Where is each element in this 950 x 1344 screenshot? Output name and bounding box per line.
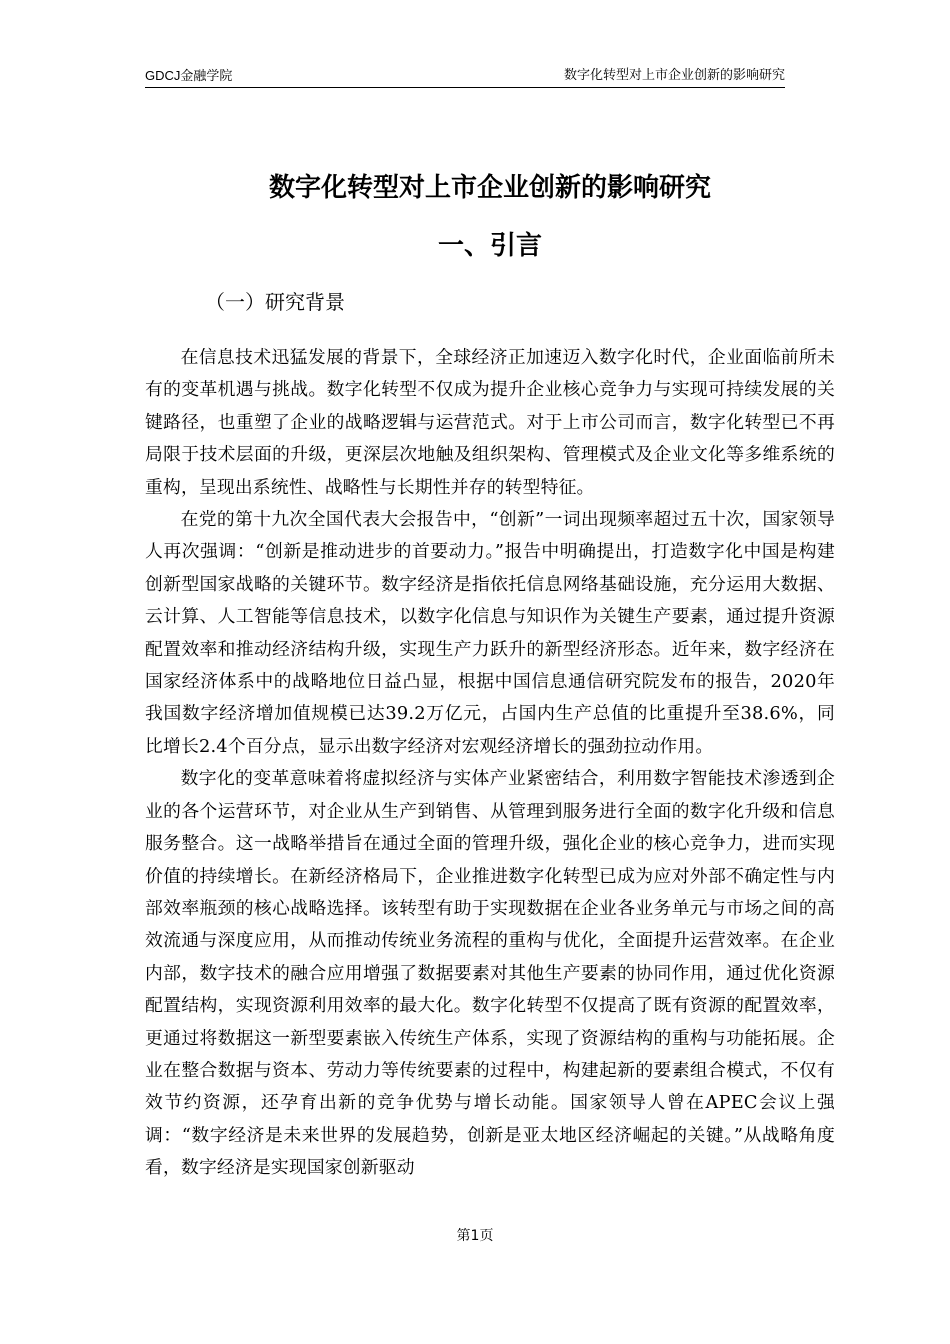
paragraph: 数字化的变革意味着将虚拟经济与实体产业紧密结合，利用数字智能技术渗透到企业的各个运营环节，对企业从生产到销售、从管理到服务进行全面的数字化升级和信息服务整合。这一战略举措旨在通过全面的管理升级，强化企业的核心竞争力，进而实现价值的持续增长。在新经济格局下，企业推进数字化转型已成为应对外部不确定性与内部效率瓶颈的核心战略选择。该转型有助于实现数据在企业各业务单元与市场之间的高效流通与深度应用，从而推动传统业务流程的重构与优化，全面提升运营效率。在企业内部，数字技术的融合应用增强了数据要素对其他生产要素的协同作用，通过优化资源配置结构，实现资源利用效率的最大化。数字化转型不仅提高了既有资源的配置效率，更通过将数据这一新型要素嵌入传统生产体系，实现了资源结构的重构与功能拓展。企业在整合数据与资本、劳动力等传统要素的过程中，构建起新的要素组合模式，不仅有效节约资源，还孕育出新的竞争优势与增长动能。国家领导人曾在APEC会议上强调：“数字经济是未来世界的发展趋势，创新是亚太地区经济崛起的关键。”从战略角度看，数字经济是实现国家创新驱动 — [145, 768, 835, 1179]
document-body — [145, 342, 835, 1185]
section-heading: 一、引言 — [437, 231, 542, 261]
document-title: 数字化转型对上市企业创新的影响研究 — [268, 173, 711, 203]
page-number: 第1页 — [456, 1228, 494, 1244]
page-header — [145, 68, 785, 88]
header-institution: GDCJ金融学院 — [145, 68, 233, 83]
paragraph: 在信息技术迅猛发展的背景下，全球经济正加速迈入数字化时代，企业面临前所未有的变革机遇与挑战。数字化转型不仅成为提升企业核心竞争力与实现可持续发展的关键路径，也重塑了企业的战略逻辑与运营范式。对于上市公司而言，数字化转型已不再局限于技术层面的升级，更深层次地触及组织架构、管理模式及企业文化等多维系统的重构，呈现出系统性、战略性与长期性并存的转型特征。 — [145, 347, 835, 498]
subsection-heading: （一）研究背景 — [205, 290, 345, 314]
header-divider — [145, 87, 785, 88]
header-running-title: 数字化转型对上市企业创新的影响研究 — [563, 68, 785, 83]
paragraph: 在党的第十九次全国代表大会报告中，“创新”一词出现频率超过五十次，国家领导人再次强调：“创新是推动进步的首要动力。”报告中明确提出，打造数字化中国是构建创新型国家战略的关键环节。数字经济是指依托信息网络基础设施，充分运用大数据、云计算、人工智能等信息技术，以数字化信息与知识作为关键生产要素，通过提升资源配置效率和推动经济结构升级，实现生产力跃升的新型经济形态。近年来，数字经济在国家经济体系中的战略地位日益凸显，根据中国信息通信研究院发布的报告，2020年我国数字经济增加值规模已达39.2万亿元，占国内生产总值的比重提升至38.6%，同比增长2.4个百分点，显示出数字经济对宏观经济增长的强劲拉动作用。 — [145, 509, 835, 757]
